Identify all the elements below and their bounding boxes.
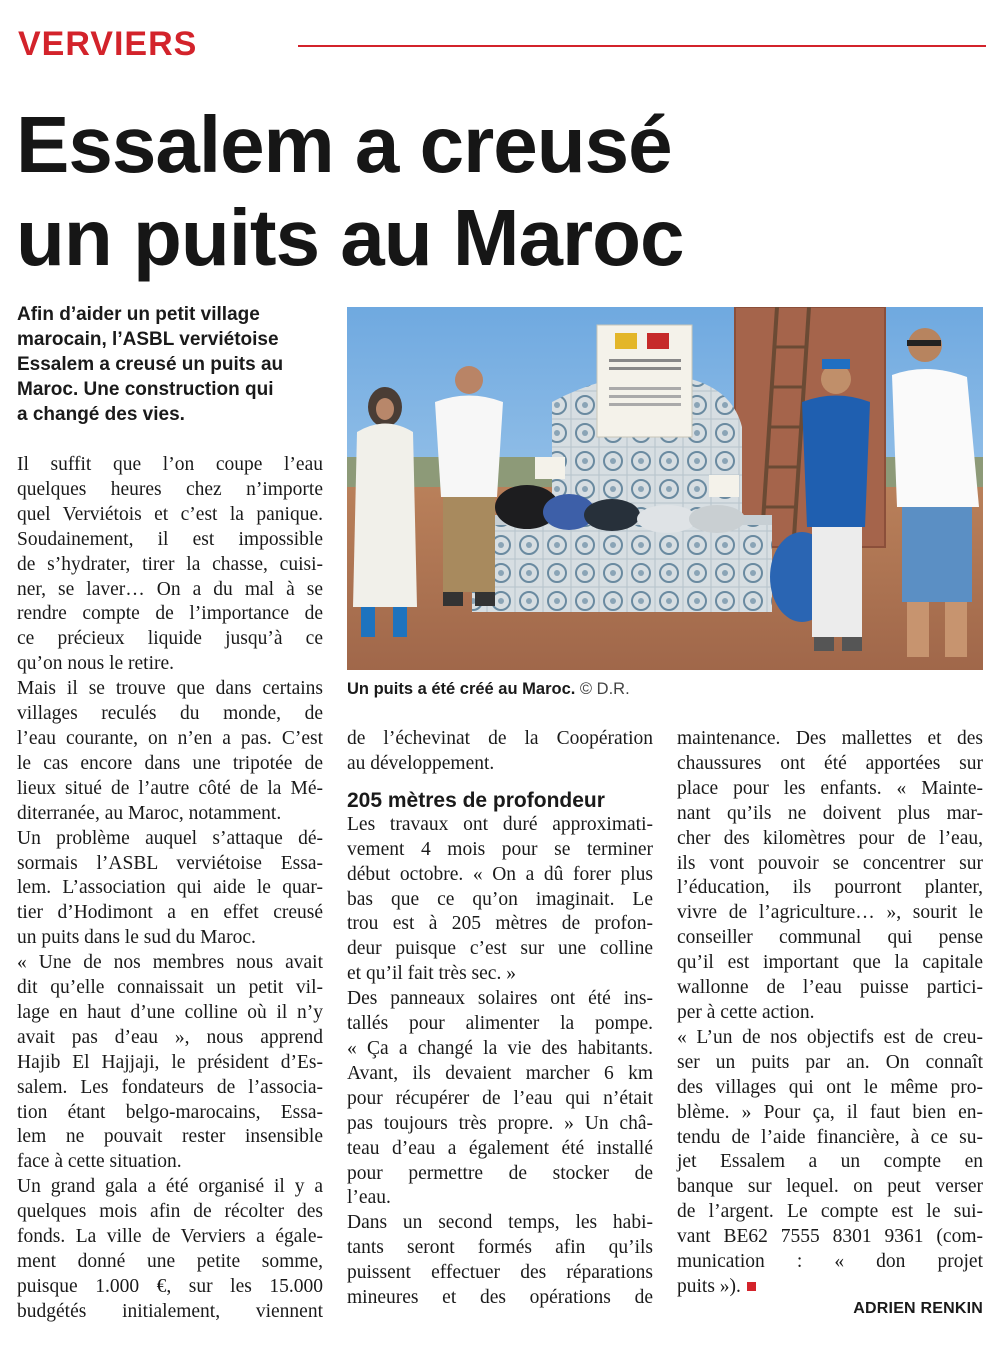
text-line: ment donné une petite somme,: [17, 1251, 323, 1272]
text-line: conseiller communal qui pense: [677, 927, 983, 949]
lead-paragraph: [17, 302, 327, 427]
text-line: de l’argent. Le compte est le sui-: [677, 1201, 983, 1223]
text-line: munication : « don projet: [677, 1251, 983, 1273]
text-line: des villages qui ont le même pro-: [677, 1076, 983, 1098]
section-rubric: VERVIERS: [18, 25, 198, 63]
text-line: l’eau.: [347, 1187, 391, 1209]
text-line: puisque 1.000 €, sur les 15.000: [17, 1275, 323, 1297]
text-line: tier d’Hodimont a en effet creusé: [17, 902, 323, 924]
text-line: de l’échevinat de la Coopération: [347, 728, 653, 749]
text-line: pas toujours très propre. » Un châ-: [347, 1112, 653, 1134]
text-line: Dans un second temps, les habi-: [347, 1212, 653, 1234]
text-line: Un problème auquel s’attaque dé-: [17, 827, 323, 849]
lead-line: Maroc. Une construction qui: [17, 379, 274, 400]
text-line: lem. L’association qui aide le quar-: [17, 877, 323, 899]
text-line: Des panneaux solaires ont été ins-: [347, 988, 653, 1010]
text-line: Il suffit que l’on coupe l’eau: [17, 454, 323, 475]
text-line: qu’il est important que la capitale: [677, 952, 983, 974]
text-line: avait pas d’eau », nous apprend: [17, 1026, 323, 1048]
author-byline: ADRIEN RENKIN: [853, 1300, 983, 1317]
text-line: ce précieux liquide jusqu’à ce: [17, 628, 323, 650]
headline-line-2: un puits au Maroc: [16, 193, 684, 282]
text-line: le cas encore dans une tripotée de: [17, 752, 323, 774]
text-line: l’éducation, ils pourront planter,: [677, 877, 983, 899]
photo-well-people-icon: [347, 307, 983, 670]
text-line: lieux situé de l’autre côté de la Mé-: [17, 777, 323, 799]
text-line: lage en haut d’une colline où il n’y: [17, 1001, 323, 1023]
text-line: chaussures ont été apportées sur: [677, 752, 983, 774]
text-line: vant BE62 7555 8301 9361 (com-: [677, 1226, 983, 1248]
text-line: diterranée, au Maroc, notamment.: [17, 802, 282, 824]
text-line: nant qu’ils ne doivent plus mar-: [677, 802, 983, 824]
text-line: quelques mois afin de récolter des: [17, 1201, 323, 1223]
subheading: 205 mètres de profondeur: [347, 788, 605, 812]
text-line: Un grand gala a été organisé il y a: [17, 1176, 323, 1198]
text-line: « Ça a changé la vie des habitants.: [347, 1037, 653, 1059]
rubric-rule: [298, 45, 986, 47]
text-line: un puits dans le sud du Maroc.: [17, 927, 256, 949]
end-of-article-mark: [747, 1282, 756, 1291]
text-line: pour récupérer de l’eau qui n’était: [347, 1087, 653, 1109]
text-line: Soudainement, il est impossible: [17, 528, 323, 550]
text-line: « Une de nos membres nous avait: [17, 952, 323, 974]
text-line: trou est à 205 mètres de profon-: [347, 913, 653, 935]
article-column-2: [347, 727, 653, 1311]
text-line: quelques heures chez n’importe: [17, 478, 323, 500]
text-line: dit qu’elle connaissait un petit vil-: [17, 977, 323, 999]
text-line: cher des kilomètres pour de l’eau,: [677, 827, 983, 849]
text-line: rendre compte de l’importance de: [17, 603, 323, 625]
photo-caption: [347, 678, 983, 700]
photo-credit: © D.R.: [579, 680, 630, 698]
text-line: salem. Les fondateurs de l’associa-: [17, 1076, 323, 1098]
text-line-final: [677, 1275, 983, 1300]
text-line: place pour les enfants. « Mainte-: [677, 777, 983, 799]
text-line: vivre de l’agriculture… », sourit le: [677, 902, 983, 924]
text-line: banque sur lequel. on peut verser: [677, 1176, 983, 1198]
text-line: blème. » Pour ça, il faut bien en-: [677, 1101, 983, 1123]
lead-line: a changé des vies.: [17, 404, 185, 425]
article-column-3: [677, 727, 983, 1300]
text-line: tion étant belgo-marocains, Essa-: [17, 1101, 323, 1123]
text-line: face à cette situation.: [17, 1151, 182, 1173]
caption-text: Un puits a été créé au Maroc.: [347, 680, 576, 698]
text-line: tallés pour alimenter la pompe.: [347, 1013, 653, 1035]
text-line: fonds. La ville de Verviers a égale-: [17, 1226, 323, 1248]
lead-line: marocain, l’ASBL verviétoise: [17, 329, 279, 350]
text-line: ner, se laver… On a du mal à se: [17, 578, 323, 600]
text-line: début octobre. « On a dû forer plus: [347, 863, 653, 885]
lead-line: Essalem a creusé un puits au: [17, 354, 284, 375]
text-line: puissent effectuer des réparations: [347, 1262, 653, 1284]
text-line: bas que ce qu’on imaginait. Le: [347, 888, 653, 910]
text-line: mineures et des opérations de: [347, 1287, 653, 1309]
headline: [16, 98, 976, 284]
text-line: Mais il se trouve que dans certains: [17, 678, 323, 700]
text-line: tendu de l’aide financière, à ce su-: [677, 1126, 983, 1148]
text-line: « L’un de nos objectifs est de creu-: [677, 1026, 983, 1048]
text-line: quel Verviétois et c’est la panique.: [17, 503, 323, 525]
final-text: puits »).: [677, 1275, 741, 1297]
article-photo: [347, 307, 983, 670]
text-line: villages reculés du monde, de: [17, 703, 323, 725]
text-line: lem ne pouvait rester insensible: [17, 1126, 323, 1148]
text-line: deur puisque c’est sur une colline: [347, 938, 653, 960]
text-line: tants seront formés afin qu’ils: [347, 1237, 653, 1259]
text-line: au développement.: [347, 752, 495, 774]
text-line: maintenance. Des mallettes et des: [677, 728, 983, 749]
text-line: l’eau courante, on n’en a pas. C’est: [17, 727, 323, 749]
text-line: per à cette action.: [677, 1001, 815, 1023]
headline-line-1: Essalem a creusé: [16, 100, 672, 189]
article-column-1: [17, 453, 323, 1325]
text-line: Les travaux ont duré approximati-: [347, 813, 653, 835]
lead-line: Afin d’aider un petit village: [17, 304, 260, 325]
text-line: qu’on nous le retire.: [17, 653, 175, 675]
text-line: budgétés initialement, viennent: [17, 1300, 323, 1322]
text-line: Avant, ils devaient marcher 6 km: [347, 1062, 653, 1084]
text-line: wallonne de l’eau puisse partici-: [677, 977, 983, 999]
text-line: ser un puits par an. On connaît: [677, 1051, 983, 1073]
text-line: jet Essalem a un compte en: [677, 1151, 983, 1173]
text-line: teau d’eau a également été installé: [347, 1137, 653, 1159]
text-line: et qu’il fait très sec. »: [347, 963, 516, 985]
text-line: sormais l’ASBL verviétoise Essa-: [17, 852, 323, 874]
text-line: ils vont pouvoir se concentrer sur: [677, 852, 983, 874]
text-line: de s’hydrater, tirer la chasse, cuisi-: [17, 553, 323, 575]
text-line: Hajib El Hajjaji, le président d’Es-: [17, 1051, 323, 1073]
text-line: pour permettre de stocker de: [347, 1162, 653, 1184]
text-line: vement 4 mois pour se terminer: [347, 838, 653, 860]
